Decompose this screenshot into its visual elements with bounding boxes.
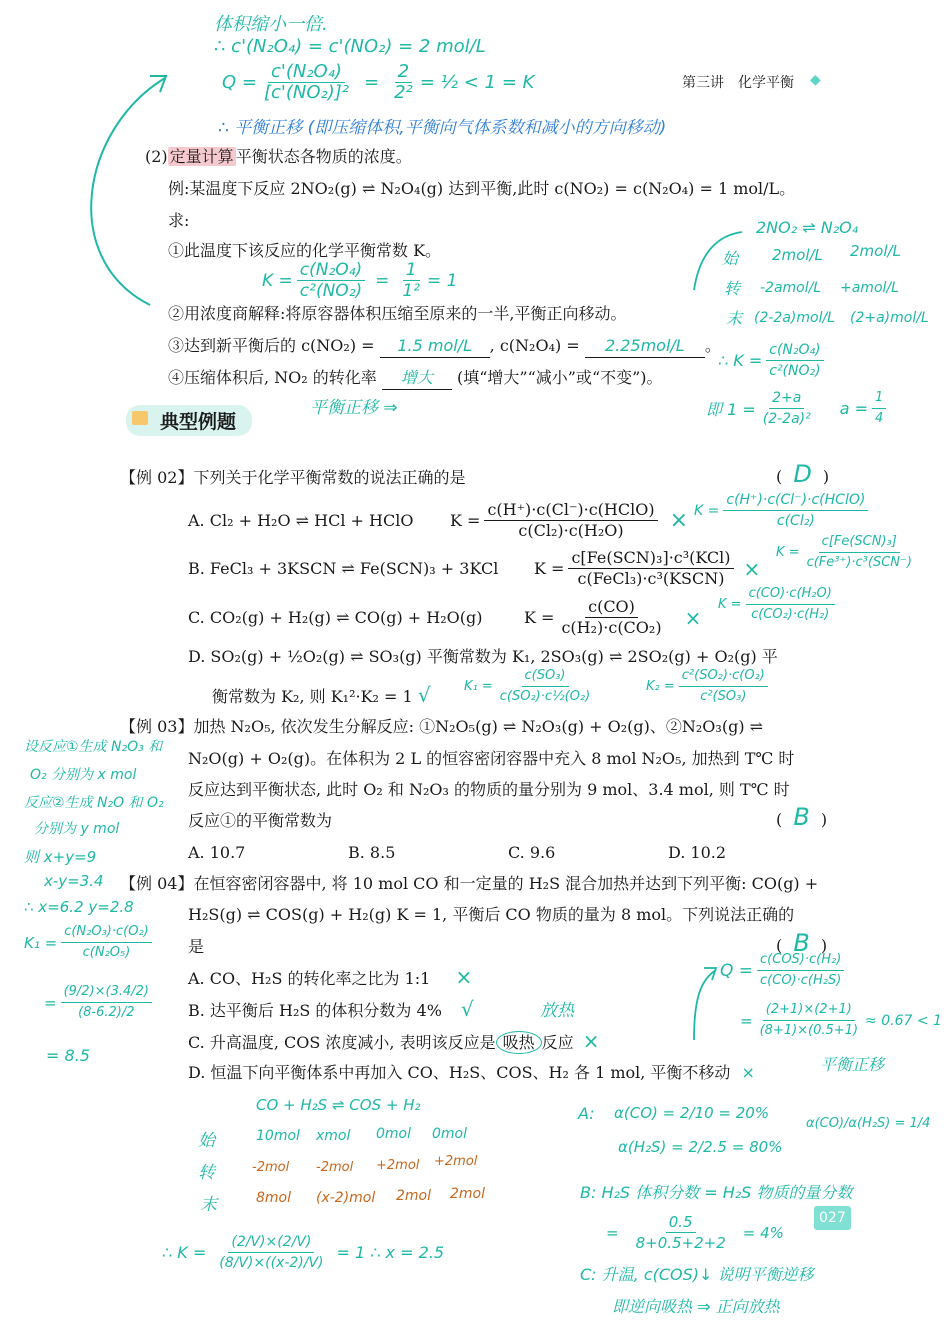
q1-k-num-2: 1 xyxy=(403,260,420,281)
bottom-reaction: CO + H₂S ⇌ COS + H₂ xyxy=(256,1096,421,1114)
right-change-label: 转 xyxy=(724,279,741,298)
bottom-k-pre: ∴ K = xyxy=(162,1243,207,1262)
q1-k-equals: = xyxy=(375,270,390,291)
bottom-start-2: 0mol xyxy=(376,1126,411,1142)
note-volume-halved: 体积缩小一倍. xyxy=(214,14,328,35)
right-start-label: 始 xyxy=(722,249,739,268)
ex02-bracket-left: ( xyxy=(776,467,783,486)
ex03-tag: 【例 03】 xyxy=(120,717,194,736)
ex02-b-hand-k: K = xyxy=(776,545,800,560)
ex04-c-pre: C. 升高温度, COS 浓度减小, 表明该反应是 xyxy=(188,1033,496,1052)
ex04-a-text: A. CO、H₂S 的转化率之比为 1:1 xyxy=(188,969,431,988)
ex03-bracket-right: ) xyxy=(820,810,828,829)
ex02-d-k2-num: c²(SO₂)·c(O₂) xyxy=(679,666,768,687)
right-change-b: +amol/L xyxy=(840,280,899,296)
ex02-d-k1-label: K₁ = xyxy=(464,679,493,694)
ex02-c-num: c(CO) xyxy=(585,597,638,618)
ex03-line3: 反应达到平衡状态, 此时 O₂ 和 N₂O₃ 的物质的量分别为 9 mol、3.4 mol, 则 T℃ 时 xyxy=(188,780,790,799)
bottom-end-3: 2mol xyxy=(450,1186,485,1202)
ex02-a-hand-num: c(H⁺)·c(Cl⁻)·c(HClO) xyxy=(723,490,868,511)
ex02-c-hand-num: c(CO)·c(H₂O) xyxy=(746,584,835,605)
q3-answer-no2: 1.5 mol/L xyxy=(380,335,490,358)
ex02-bracket-right: ) xyxy=(822,467,830,486)
ex02-c-hand-k: K = xyxy=(718,597,742,612)
ex02-b-eq: B. FeCl₃ + 3KSCN ⇌ Fe(SCN)₃ + 3KCl xyxy=(188,558,499,578)
ex04-q-den-2: (8+1)×(0.5+1) xyxy=(759,1023,859,1038)
bottom-end-label: 末 xyxy=(200,1195,217,1215)
left-note-7: ∴ x=6.2 y=2.8 xyxy=(24,898,134,916)
ex02-d-k1-den: c(SO₂)·c½(O₂) xyxy=(499,689,591,704)
ex02-a-eq: A. Cl₂ + H₂O ⇌ HCl + HClO xyxy=(188,510,414,530)
left-k1-num: c(N₂O₃)·c(O₂) xyxy=(61,922,152,943)
right-ji-den: (2-2a)² xyxy=(762,411,811,427)
part2-highlight: 定量计算 xyxy=(169,147,234,166)
bottom-k-num: (2/V)×(2/V) xyxy=(228,1232,314,1253)
ex04-q-pre: Q = xyxy=(720,960,754,981)
right-ji-num: 2+a xyxy=(769,388,804,409)
q3-end: 。 xyxy=(704,336,721,355)
q4-pre: ④压缩体积后, NO₂ 的转化率 xyxy=(168,368,377,387)
header-diamond-icon: ◆ xyxy=(810,72,821,88)
ex03-answer: B xyxy=(793,803,810,831)
right-end-b: (2+a)mol/L xyxy=(850,310,929,326)
right-a-val: a = xyxy=(839,399,869,418)
right-k-num: c(N₂O₄) xyxy=(766,340,823,361)
q3-pre: ③达到新平衡后的 c(NO₂) = xyxy=(168,336,375,355)
br-a1: α(CO) = 2/10 = 20% xyxy=(614,1104,770,1122)
left-k1-den-2: (8-6.2)/2 xyxy=(78,1005,135,1020)
ex02-b-hand-num: c[Fe(SCN)₃] xyxy=(819,532,900,553)
bottom-end-0: 8mol xyxy=(256,1190,291,1206)
ex02-question: 下列关于化学平衡常数的说法正确的是 xyxy=(193,468,466,487)
ex04-tag: 【例 04】 xyxy=(120,874,194,893)
bottom-start-label: 始 xyxy=(198,1131,215,1151)
ex02-c-eq: C. CO₂(g) + H₂(g) ⇌ CO(g) + H₂O(g) xyxy=(188,607,483,627)
q1-k-tail: = 1 xyxy=(427,270,458,291)
ex04-q-den: c(CO)·c(H₂S) xyxy=(760,973,842,988)
br-b-num: 0.5 xyxy=(666,1212,696,1233)
ex04-c-circle: 吸热 xyxy=(496,1031,542,1054)
ex03-option-b: B. 8.5 xyxy=(348,843,396,862)
ex04-d-mark: × xyxy=(741,1063,755,1082)
right-a-num: 1 xyxy=(872,388,886,409)
ex02-d-k2-label: K₂ = xyxy=(646,679,675,694)
ex02-d-mark: √ xyxy=(417,683,431,707)
ex02-a-hand-k: K = xyxy=(694,502,720,519)
left-note-5: 则 x+y=9 xyxy=(24,848,97,866)
right-end-a: (2-2a)mol/L xyxy=(754,310,835,326)
right-change-a: -2amol/L xyxy=(760,280,822,296)
left-note-6: x-y=3.4 xyxy=(44,872,104,890)
ex04-bracket-left: ( xyxy=(776,936,783,955)
ex03-bracket-left: ( xyxy=(776,810,783,829)
q-equals: = xyxy=(363,72,380,93)
section-title: 典型例题 xyxy=(126,405,252,436)
q1-k-num: c(N₂O₄) xyxy=(297,260,365,281)
left-k1-eq: = xyxy=(44,993,57,1012)
note-equilibrium-shift: ∴ 平衡正移 (即压缩体积,平衡向气体系数和减小的方向移动) xyxy=(218,118,667,138)
ex04-shift-note: 平衡正移 xyxy=(820,1055,885,1074)
left-note-2: O₂ 分别为 x mol xyxy=(30,767,137,783)
ex03-option-d: D. 10.2 xyxy=(668,843,727,862)
part2-q2: ②用浓度商解释:将原容器体积压缩至原来的一半,平衡正向移动。 xyxy=(168,304,627,323)
part2-q1: ①此温度下该反应的化学平衡常数 K。 xyxy=(168,241,442,260)
ex02-a-k: K = xyxy=(450,510,481,530)
ex04-b-text: B. 达平衡后 H₂S 的体积分数为 4% xyxy=(188,1001,442,1020)
ex04-line3: 是 xyxy=(188,937,205,956)
ex02-answer: D xyxy=(793,460,812,488)
ex04-bracket-right: ) xyxy=(820,936,828,955)
q4-hand-note: 平衡正移 ⇒ xyxy=(310,398,398,418)
ex03-option-a: A. 10.7 xyxy=(188,843,246,862)
q1-k-den-2: 1² xyxy=(402,281,421,301)
bottom-change-0: -2mol xyxy=(252,1160,290,1175)
ex02-c-mark: × xyxy=(684,605,702,630)
bottom-start-3: 0mol xyxy=(432,1126,467,1142)
part2-label: (2) xyxy=(145,147,168,166)
q3-mid: , c(N₂O₄) = xyxy=(489,336,580,355)
left-note-4: 分别为 y mol xyxy=(34,821,120,837)
ex03-option-c: C. 9.6 xyxy=(508,843,556,862)
right-end-label: 末 xyxy=(726,309,743,328)
q-numerator: c'(N₂O₄) xyxy=(268,62,345,83)
bottom-change-label: 转 xyxy=(198,1163,215,1183)
bottom-end-1: (x-2)mol xyxy=(316,1190,376,1206)
ex02-b-mark: × xyxy=(743,556,761,581)
bottom-k-den: (8/V)×((x-2)/V) xyxy=(219,1255,324,1271)
ex02-option-d-line1: D. SO₂(g) + ½O₂(g) ⇌ SO₃(g) 平衡常数为 K₁, 2SO₃(g) ⇌ 2SO₂(g) + O₂(g) 平 xyxy=(188,647,778,666)
q1-k-den: c²(NO₂) xyxy=(299,281,363,301)
br-a2: α(H₂S) = 2/2.5 = 80% xyxy=(618,1138,783,1156)
q4-end: (填“增大”“减小”或“不变”)。 xyxy=(456,368,663,387)
ex04-b-mark: √ xyxy=(461,997,474,1021)
chapter-header: 第三讲 化学平衡 xyxy=(682,75,794,91)
right-a-den: 4 xyxy=(875,411,884,426)
bottom-change-3: +2mol xyxy=(434,1154,478,1169)
ex04-c-hand: 放热 xyxy=(540,1001,574,1021)
right-k-pre: ∴ K = xyxy=(718,351,763,370)
ex02-b-num: c[Fe(SCN)₃]·c³(KCl) xyxy=(568,548,733,569)
page-number: 027 xyxy=(814,1206,851,1230)
q1-k-label: K = xyxy=(262,270,293,291)
bottom-change-2: +2mol xyxy=(376,1158,420,1173)
ex02-c-den: c(H₂)·c(CO₂) xyxy=(561,618,662,637)
ex02-a-num: c(H⁺)·c(Cl⁻)·c(HClO) xyxy=(484,500,657,521)
br-b-tail: = 4% xyxy=(742,1223,784,1242)
ex04-q-tail: ≈ 0.67 < 1 xyxy=(865,1012,942,1029)
q-tail: = ½ < 1 = K xyxy=(419,72,535,93)
left-k1-label: K₁ = xyxy=(24,933,58,952)
ex04-answer: B xyxy=(793,929,810,957)
big-curve-arrow xyxy=(91,78,165,305)
q-numerator-2: 2 xyxy=(395,62,412,83)
bottom-change-1: -2mol xyxy=(316,1160,354,1175)
bottom-end-2: 2mol xyxy=(396,1188,431,1204)
left-note-3: 反应②生成 N₂O 和 O₂ xyxy=(24,795,164,811)
ex03-line4: 反应①的平衡常数为 xyxy=(188,811,333,830)
left-k1-den: c(N₂O₅) xyxy=(82,945,131,960)
note-new-concentration: ∴ c'(N₂O₄) = c'(NO₂) = 2 mol/L xyxy=(214,36,486,57)
bottom-start-0: 10mol xyxy=(256,1128,300,1144)
q3-answer-n2o4: 2.25mol/L xyxy=(585,335,705,358)
bottom-start-1: xmol xyxy=(316,1128,351,1144)
q-denominator-2: 2² xyxy=(394,82,413,103)
ex04-line1-text: 在恒容密闭容器中, 将 10 mol CO 和一定量的 H₂S 混合加热并达到下列平衡: CO(g) + xyxy=(193,874,819,893)
ex04-q-num: c(COS)·c(H₂) xyxy=(757,950,844,971)
ex02-tag: 【例 02】 xyxy=(120,468,194,487)
ex03-line2: N₂O(g) + O₂(g)。在体积为 2 L 的恒容密闭容器中充入 8 mol N₂O₅, 加热到 T℃ 时 xyxy=(188,749,795,768)
ex02-d-line2-text: 衡常数为 K₂, 则 K₁²·K₂ = 1 xyxy=(212,687,413,706)
q-label: Q = xyxy=(222,72,257,93)
ex04-d-text: D. 恒温下向平衡体系中再加入 CO、H₂S、COS、H₂ 各 1 mol, 平衡不移动 xyxy=(188,1063,731,1082)
ex02-a-mark: × xyxy=(669,507,689,533)
br-b-line: B: H₂S 体积分数 = H₂S 物质的量分数 xyxy=(580,1183,853,1202)
ex04-c-mark: × xyxy=(582,1029,600,1053)
part2-ask: 求: xyxy=(168,211,190,230)
ex02-c-k: K = xyxy=(524,607,555,627)
right-start-b: 2mol/L xyxy=(850,242,901,260)
br-a-ratio: α(CO)/α(H₂S) = 1/4 xyxy=(806,1116,931,1131)
ex04-q-eq: = xyxy=(740,1011,753,1030)
ex04-c-post: 反应 xyxy=(541,1033,574,1052)
br-c-line2: 即逆向吸热 ⇒ 正向放热 xyxy=(612,1297,780,1316)
bottom-k-tail: = 1 ∴ x = 2.5 xyxy=(336,1243,445,1262)
br-b-pre: = xyxy=(606,1223,619,1242)
br-b-den: 8+0.5+2+2 xyxy=(635,1234,726,1252)
ex02-a-hand-den: c(Cl₂) xyxy=(776,513,815,529)
left-k1-num-2: (9/2)×(3.4/2) xyxy=(61,982,152,1003)
right-curve-arrow xyxy=(694,232,742,290)
br-a-label: A: xyxy=(578,1104,595,1123)
right-ji-pre: 即 1 = xyxy=(706,400,756,419)
ex02-d-k2-den: c²(SO₃) xyxy=(700,689,747,704)
right-k-den: c²(NO₂) xyxy=(769,363,821,379)
ex02-b-den: c(FeCl₃)·c³(KSCN) xyxy=(577,569,725,588)
ex04-a-mark: × xyxy=(455,965,473,989)
ex04-line2: H₂S(g) ⇌ COS(g) + H₂(g) K = 1, 平衡后 CO 物质的量为 8 mol。下列说法正确的 xyxy=(188,905,795,924)
left-k1-result: = 8.5 xyxy=(46,1046,90,1065)
ex02-b-hand-den: c(Fe³⁺)·c³(SCN⁻) xyxy=(806,555,912,570)
br-c-line1: C: 升温, c(COS)↓ 说明平衡逆移 xyxy=(580,1265,814,1284)
part2-title-rest: 平衡状态各物质的浓度。 xyxy=(235,147,412,166)
ex03-line1-text: 加热 N₂O₅, 依次发生分解反应: ①N₂O₅(g) ⇌ N₂O₃(g) + O₂(g)、②N₂O₃(g) ⇌ xyxy=(193,717,764,736)
ex02-c-hand-den: c(CO₂)·c(H₂) xyxy=(751,607,830,622)
right-start-a: 2mol/L xyxy=(772,246,823,264)
right-reaction: 2NO₂ ⇌ N₂O₄ xyxy=(756,218,859,237)
q-curve-arrow xyxy=(694,970,716,1040)
ex02-d-k1-num: c(SO₃) xyxy=(522,666,569,687)
part2-example: 例:某温度下反应 2NO₂(g) ⇌ N₂O₄(g) 达到平衡,此时 c(NO₂) = c(N₂O₄) = 1 mol/L。 xyxy=(168,179,796,198)
ex02-b-k: K = xyxy=(534,558,565,578)
ex02-a-den: c(Cl₂)·c(H₂O) xyxy=(518,521,624,540)
q-denominator: [c'(NO₂)]² xyxy=(263,82,349,103)
q4-answer: 增大 xyxy=(382,367,452,390)
ex04-q-num-2: (2+1)×(2+1) xyxy=(763,1000,855,1021)
left-note-1: 设反应①生成 N₂O₃ 和 xyxy=(24,739,163,755)
